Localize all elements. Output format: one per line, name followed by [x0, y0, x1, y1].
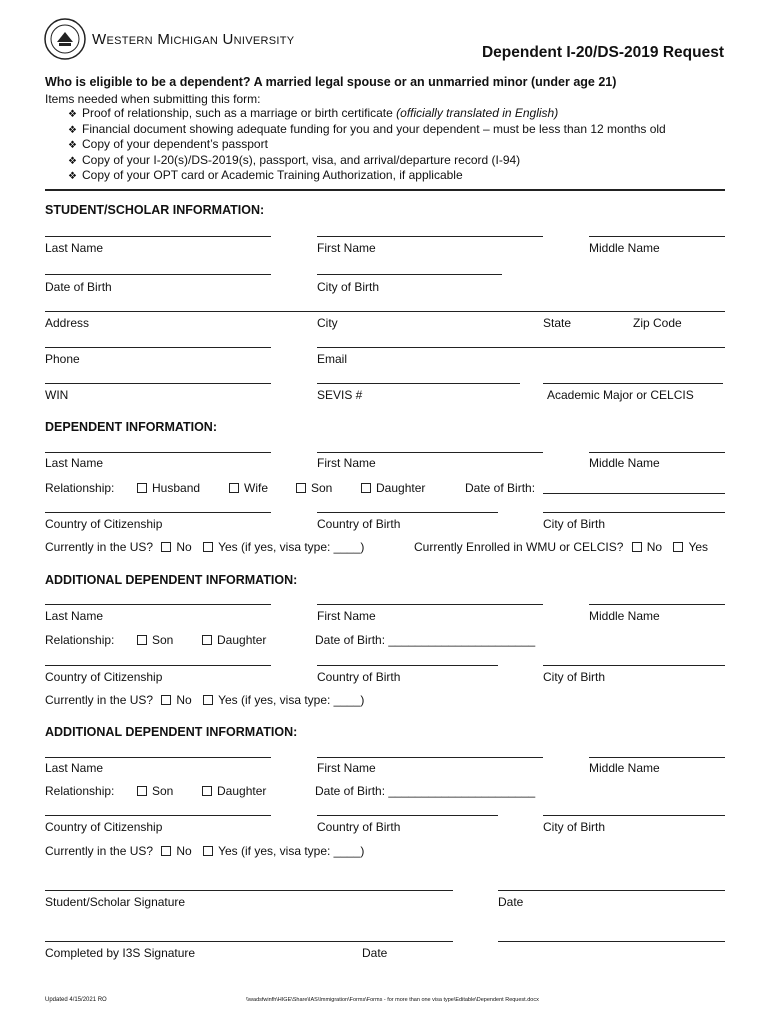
form-title: Dependent I-20/DS-2019 Request: [481, 44, 724, 61]
i3s-signature-label: Completed by I3S Signature: [45, 946, 196, 960]
add2-daughter-checkbox[interactable]: Daughter: [202, 784, 266, 798]
student-middle-name-field[interactable]: [589, 236, 725, 237]
dependent-dob-label: Date of Birth:: [465, 481, 536, 495]
add1-relationship-label: Relationship:: [45, 633, 115, 647]
date1-field[interactable]: [498, 890, 725, 891]
add2-relationship-label: Relationship:: [45, 784, 115, 798]
add1-middle-name-field[interactable]: [589, 604, 725, 605]
dependent-in-us-question: Currently in the US? No Yes (if yes, visa type: ____): [45, 540, 365, 554]
items-intro: Items needed when submitting this form:: [45, 92, 261, 106]
add2-in-us-question: Currently in the US? No Yes (if yes, visa type: ____): [45, 844, 365, 858]
student-last-name-field[interactable]: [45, 236, 271, 237]
add2-citizenship-label: Country of Citizenship: [45, 820, 163, 834]
add1-last-name-field[interactable]: [45, 604, 271, 605]
checkbox-icon[interactable]: [361, 483, 371, 493]
add1-citizenship-field[interactable]: [45, 665, 271, 666]
list-item: ❖ Copy of your OPT card or Academic Training Authorization, if applicable: [68, 168, 666, 184]
add2-yes-checkbox[interactable]: [203, 846, 213, 856]
dependent-heading: DEPENDENT INFORMATION:: [45, 420, 217, 434]
add2-city-of-birth-field[interactable]: [543, 815, 725, 816]
add2-son-checkbox[interactable]: Son: [137, 784, 173, 798]
add1-last-name-label: Last Name: [45, 609, 104, 623]
add2-last-name-label: Last Name: [45, 761, 104, 775]
student-heading: STUDENT/SCHOLAR INFORMATION:: [45, 203, 265, 217]
dependent-last-name-label: Last Name: [45, 456, 104, 470]
add1-daughter-checkbox[interactable]: Daughter: [202, 633, 266, 647]
add2-no-checkbox[interactable]: [161, 846, 171, 856]
student-last-name-label: Last Name: [45, 241, 104, 255]
checkbox-icon[interactable]: [296, 483, 306, 493]
student-phone-label: Phone: [45, 352, 80, 366]
student-email-field[interactable]: [317, 347, 725, 348]
add1-country-of-birth-label: Country of Birth: [317, 670, 401, 684]
file-path: \\wadsfwinfh\HIGE\Share\IAS\Immigration\Forms\Forms - for more than one visa type\Editable\Dependent Request.docx: [246, 997, 539, 1003]
add2-citizenship-field[interactable]: [45, 815, 271, 816]
add2-last-name-field[interactable]: [45, 757, 271, 758]
checkbox-icon[interactable]: [137, 786, 147, 796]
date2-field[interactable]: [498, 941, 725, 942]
add2-dob-label: Date of Birth: ______________________: [315, 784, 536, 798]
eligibility-question: Who is eligible to be a dependent? A married legal spouse or an unmarried minor (under age 21): [45, 75, 617, 89]
additional1-heading: ADDITIONAL DEPENDENT INFORMATION:: [45, 573, 298, 587]
student-signature-label: Student/Scholar Signature: [45, 895, 186, 909]
dependent-enrolled-question: Currently Enrolled in WMU or CELCIS? No Yes: [414, 540, 709, 554]
dependent-middle-name-field[interactable]: [589, 452, 725, 453]
date2-label: Date: [362, 946, 388, 960]
section-divider: [45, 189, 725, 191]
dependent-middle-name-label: Middle Name: [589, 456, 660, 470]
add1-son-checkbox[interactable]: Son: [137, 633, 173, 647]
add1-no-checkbox[interactable]: [161, 695, 171, 705]
add2-middle-name-label: Middle Name: [589, 761, 660, 775]
add1-in-us-question: Currently in the US? No Yes (if yes, visa type: ____): [45, 693, 365, 707]
dependent-last-name-field[interactable]: [45, 452, 271, 453]
add1-dob-label: Date of Birth: ______________________: [315, 633, 536, 647]
student-city-of-birth-label: City of Birth: [317, 280, 380, 294]
dependent-first-name-label: First Name: [317, 456, 376, 470]
date1-label: Date: [498, 895, 524, 909]
husband-checkbox[interactable]: Husband: [137, 481, 200, 495]
add2-country-of-birth-label: Country of Birth: [317, 820, 401, 834]
diamond-bullet-icon: ❖: [68, 124, 77, 136]
items-list: [68, 106, 666, 184]
list-item: ❖ Copy of your I-20(s)/DS-2019(s), passport, visa, and arrival/departure record (I-94): [68, 153, 666, 169]
diamond-bullet-icon: ❖: [68, 171, 77, 182]
dependent-citizenship-label: Country of Citizenship: [45, 517, 163, 531]
dependent-country-of-birth-field[interactable]: [317, 512, 498, 513]
wife-checkbox[interactable]: Wife: [229, 481, 268, 495]
student-address-label: Address: [45, 316, 90, 330]
yes-checkbox[interactable]: [203, 542, 213, 552]
student-win-label: WIN: [45, 388, 69, 402]
dependent-country-of-birth-label: Country of Birth: [317, 517, 401, 531]
add1-citizenship-label: Country of Citizenship: [45, 670, 163, 684]
enrolled-no-checkbox[interactable]: [632, 542, 642, 552]
add2-city-of-birth-label: City of Birth: [543, 820, 606, 834]
student-city-of-birth-field[interactable]: [317, 274, 502, 275]
add2-first-name-field[interactable]: [317, 757, 543, 758]
dependent-city-of-birth-field[interactable]: [543, 512, 725, 513]
additional2-heading: ADDITIONAL DEPENDENT INFORMATION:: [45, 725, 298, 739]
dependent-dob-field[interactable]: [543, 493, 725, 494]
add1-country-of-birth-field[interactable]: [317, 665, 498, 666]
add1-city-of-birth-label: City of Birth: [543, 670, 606, 684]
diamond-bullet-icon: ❖: [68, 155, 77, 167]
student-major-field[interactable]: [543, 383, 723, 384]
checkbox-icon[interactable]: [202, 635, 212, 645]
add2-country-of-birth-field[interactable]: [317, 815, 498, 816]
dependent-city-of-birth-label: City of Birth: [543, 517, 606, 531]
student-state-label: State: [543, 316, 572, 330]
student-sevis-label: SEVIS #: [317, 388, 363, 402]
diamond-bullet-icon: ❖: [68, 109, 77, 120]
student-zip-label: Zip Code: [633, 316, 682, 330]
dependent-relationship-label: Relationship:: [45, 481, 115, 495]
i3s-signature-field[interactable]: [45, 941, 453, 942]
student-sevis-field[interactable]: [317, 383, 520, 384]
university-seal: [44, 18, 86, 60]
student-city-label: City: [317, 316, 338, 330]
add2-middle-name-field[interactable]: [589, 757, 725, 758]
student-dob-field[interactable]: [45, 274, 271, 275]
daughter-checkbox[interactable]: Daughter: [361, 481, 425, 495]
student-phone-field[interactable]: [45, 347, 271, 348]
enrolled-yes-checkbox[interactable]: [673, 542, 683, 552]
university-name: Western Michigan University: [92, 31, 295, 48]
add1-first-name-field[interactable]: [317, 604, 543, 605]
checkbox-icon[interactable]: [137, 483, 147, 493]
diamond-bullet-icon: ❖: [68, 140, 77, 151]
add1-yes-checkbox[interactable]: [203, 695, 213, 705]
list-item: ❖ Financial document showing adequate funding for you and your dependent – must be less than 12 months old: [68, 122, 666, 138]
checkbox-icon[interactable]: [229, 483, 239, 493]
student-address-field[interactable]: [45, 311, 725, 312]
no-checkbox[interactable]: [161, 542, 171, 552]
student-major-label: Academic Major or CELCIS: [547, 388, 694, 402]
checkbox-icon[interactable]: [137, 635, 147, 645]
add1-first-name-label: First Name: [317, 609, 376, 623]
add1-city-of-birth-field[interactable]: [543, 665, 725, 666]
student-win-field[interactable]: [45, 383, 271, 384]
list-item: ❖ Proof of relationship, such as a marriage or birth certificate (officially translated in English): [68, 106, 666, 122]
list-item: ❖ Copy of your dependent’s passport: [68, 137, 666, 153]
dependent-first-name-field[interactable]: [317, 452, 543, 453]
add2-first-name-label: First Name: [317, 761, 376, 775]
updated-note: Updated 4/15/2021 RO: [45, 997, 107, 1003]
student-middle-name-label: Middle Name: [589, 241, 660, 255]
son-checkbox[interactable]: Son: [296, 481, 332, 495]
add1-middle-name-label: Middle Name: [589, 609, 660, 623]
student-dob-label: Date of Birth: [45, 280, 112, 294]
student-first-name-field[interactable]: [317, 236, 543, 237]
checkbox-icon[interactable]: [202, 786, 212, 796]
dependent-citizenship-field[interactable]: [45, 512, 271, 513]
student-first-name-label: First Name: [317, 241, 376, 255]
student-signature-field[interactable]: [45, 890, 453, 891]
student-email-label: Email: [317, 352, 348, 366]
